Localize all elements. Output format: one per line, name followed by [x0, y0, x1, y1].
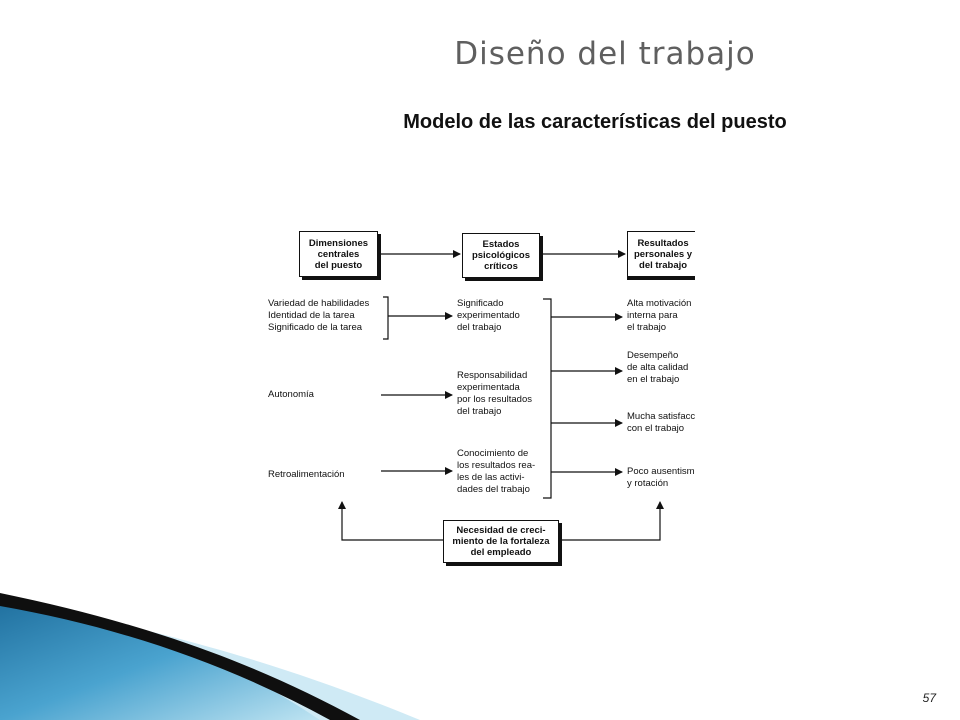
bracket-states: [543, 299, 551, 498]
outcomes-header: [627, 231, 695, 277]
state-responsibility: Responsabilidad experimentada por los resultados del trabajo: [457, 370, 532, 417]
moderator-line-left: [342, 502, 443, 540]
outcome-motivation: Alta motivación interna para el trabajo: [627, 298, 692, 333]
outcome-absenteeism: Poco ausentism y rotación: [627, 466, 695, 489]
dimension-skills-group: Variedad de habilidades Identidad de la tarea Significado de la tarea: [268, 298, 370, 333]
psychological-states-header: [462, 233, 540, 278]
growth-need-moderator: [443, 520, 559, 563]
state-knowledge: Conocimiento de los resultados rea- les de las activi- dades del trabajo: [457, 448, 536, 495]
core-dimensions-header: [299, 231, 378, 277]
state-meaning: Significado experimentado del trabajo: [457, 298, 520, 333]
slide-title: Diseño del trabajo: [454, 36, 756, 72]
core-dimensions-header-label: Dimensiones centrales del puesto: [308, 237, 369, 271]
outcomes-header-label: Resultados personales y del trabajo: [634, 237, 693, 271]
psychological-states-header-label: Estados psicológicos críticos: [471, 239, 531, 272]
slide-subtitle: Modelo de las características del puesto: [403, 111, 787, 133]
moderator-line-right: [560, 502, 660, 540]
outcome-satisfaction: Mucha satisfacc con el trabajo: [627, 411, 696, 434]
dimension-feedback: Retroalimentación: [268, 469, 345, 480]
page-number: 57: [922, 691, 936, 705]
dimension-autonomy: Autonomía: [268, 389, 314, 400]
growth-need-moderator-label: Necesidad de creci- miento de la fortaleza del empleado: [452, 525, 550, 558]
outcome-performance: Desempeño de alta calidad en el trabajo: [627, 350, 689, 385]
